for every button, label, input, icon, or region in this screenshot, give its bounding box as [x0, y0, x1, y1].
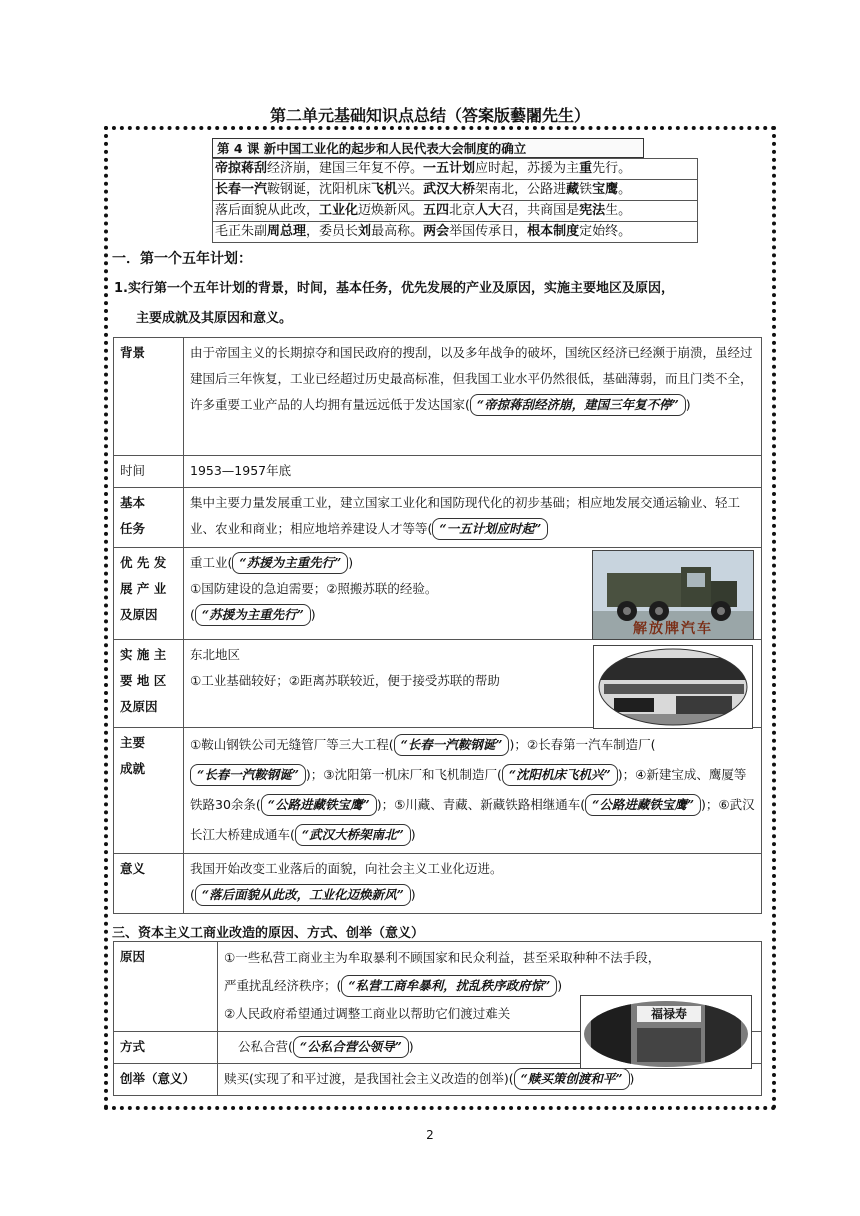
poem-segment: 铁	[579, 182, 593, 197]
row-label: 原因	[114, 942, 218, 1032]
lesson-summary	[212, 138, 698, 244]
mnemonic-tag: “苏援为主重先行”	[195, 604, 311, 626]
row-label: 基本 任务	[114, 488, 184, 548]
poem-segment: 经济崩，建国三年复不停。	[267, 161, 424, 176]
row-content: ①鞍山钢铁公司无缝管厂等三大工程( “长春一汽鞍钢诞” )；②长春第一汽车制造厂(“长春一汽鞍钢诞” )；③沈阳第一机床厂和飞机制造厂( “沈阳机床飞机兴” )；④新建宝成、鹰厦等铁路30余条( “公路进藏铁宝鹰” )；⑤川藏、青藏、新藏铁路相继通车( “公路进藏铁宝鹰” )；⑥武汉长江大桥建成通车( “武汉大桥架南北” )	[184, 728, 762, 854]
row-content: 东北地区 ①工业基础较好；②距离苏联较近，便于接受苏联的帮助	[184, 640, 762, 728]
poem-segment: 举国传承日，	[449, 224, 528, 239]
poem-segment: 定始终。	[579, 224, 632, 239]
section-title: 三、资本主义工商业改造的原因、方式、创举（意义）	[112, 926, 425, 941]
poem-segment: 宝鹰	[592, 182, 619, 197]
mnemonic-tag: “落后面貌从此改，工业化迈焕新风”	[195, 884, 411, 906]
poem-segment: 北京	[449, 203, 476, 218]
poem-segment: 帝掠蒋刮	[215, 161, 268, 176]
poem-segment: 刘	[358, 224, 372, 239]
poem-line	[212, 179, 698, 201]
poem-segment: 先行。	[592, 161, 632, 176]
poem-segment: 工业化	[319, 203, 359, 218]
mnemonic-tag: “公私合营公领导”	[293, 1036, 409, 1058]
poem-segment: 落后面貌从此改，	[215, 203, 320, 218]
lesson-title: 第 4 课 新中国工业化的起步和人民代表大会制度的确立	[212, 138, 644, 158]
mnemonic-tag: “一五计划应时起”	[432, 518, 548, 540]
row-label: 创举（意义）	[114, 1064, 218, 1096]
poem-segment: 重	[579, 161, 593, 176]
mnemonic-tag: “公路进藏铁宝鹰”	[261, 794, 377, 816]
question-line: 1.实行第一个五年计划的背景，时间，基本任务，优先发展的产业及原因，实施主要地区及原因，	[114, 281, 674, 296]
table-row	[114, 338, 762, 456]
row-label: 实 施 主 要 地 区 及原因	[114, 640, 184, 728]
poem-segment: 应时起，苏援为主	[475, 161, 580, 176]
table-row	[114, 456, 762, 488]
table-row	[114, 488, 762, 548]
row-content: 重工业( “苏援为主重先行” ) ①国防建设的急迫需要；②照搬苏联的经验。 ( “苏援为主重先行” )	[184, 548, 762, 640]
shop-sign-text: 福禄寿	[650, 1007, 687, 1021]
truck-photo	[592, 550, 754, 640]
mnemonic-tag: “武汉大桥架南北”	[295, 824, 411, 846]
poem-segment: 根本制度	[527, 224, 580, 239]
poem-segment: 两会	[423, 224, 450, 239]
poem-segment: 武汉大桥	[423, 182, 476, 197]
truck-caption: 解放牌汽车	[633, 621, 713, 637]
table-row	[114, 728, 762, 854]
poem-segment: 生。	[605, 203, 632, 218]
factory-icon	[594, 646, 752, 728]
mnemonic-tag: “帝掠蒋刮经济崩，建国三年复不停”	[470, 394, 686, 416]
question-text	[114, 274, 774, 334]
row-label: 时间	[114, 456, 184, 488]
poem-segment: 周总理	[267, 224, 307, 239]
poem-segment: ，委员长	[306, 224, 359, 239]
poem-segment: 。	[618, 182, 632, 197]
poem-segment: 鞍钢诞，沈阳机床	[267, 182, 372, 197]
page-title: 第二单元基础知识点总结（答案版藝闍先生）	[269, 106, 590, 125]
poem-segment: 迈焕新风。	[358, 203, 424, 218]
mnemonic-tag: “长春一汽鞍钢诞”	[190, 764, 306, 786]
mnemonic-tag: “苏援为主重先行”	[232, 552, 348, 574]
row-label: 主要 成就	[114, 728, 184, 854]
question-line: 主要成就及其原因和意义。	[136, 311, 293, 326]
poem-segment: 藏	[566, 182, 580, 197]
poem-segment: 五四	[423, 203, 450, 218]
poem-segment: 最高称。	[371, 224, 424, 239]
poem-segment: 毛正朱副	[215, 224, 268, 239]
poem-segment: 人大	[475, 203, 502, 218]
row-content: 集中主要力量发展重工业，建立国家工业化和国防现代化的初步基础；相应地发展交通运输业、轻工业、农业和商业；相应地培养建设人才等等( “一五计划应时起”	[184, 488, 762, 548]
shop-photo	[580, 995, 752, 1069]
mnemonic-tag: “私营工商牟暴利，扰乱秩序政府惊”	[341, 975, 557, 997]
poem-segment: 长春一汽	[215, 182, 268, 197]
row-label: 背景	[114, 338, 184, 456]
row-content: 我国开始改变工业落后的面貌，向社会主义工业化迈进。 ( “落后面貌从此改，工业化迈焕新风” )	[184, 854, 762, 914]
mnemonic-tag: “长春一汽鞍钢诞”	[394, 734, 510, 756]
poem-segment: 架南北，公路进	[475, 182, 567, 197]
factory-photo	[593, 645, 753, 729]
poem-segment: 兴。	[397, 182, 424, 197]
mnemonic-tag: “赎买策创渡和平”	[514, 1068, 630, 1090]
row-content: ①一些私营工商业主为牟取暴利不顾国家和民众利益，甚至采取种种不法手段， 严重扰乱经济秩序；( “私营工商牟暴利，扰乱秩序政府惊” ) ②人民政府希望通过调整工商业以帮助它们渡过难关	[218, 942, 762, 1032]
page-number: 2	[426, 1128, 434, 1142]
row-label: 意义	[114, 854, 184, 914]
row-content: 赎买(实现了和平过渡，是我国社会主义改造的创举)( “赎买策创渡和平” )	[218, 1064, 762, 1096]
poem-line	[212, 200, 698, 222]
row-content: 由于帝国主义的长期掠夺和国民政府的搜刮，以及多年战争的破坏，国统区经济已经濒于崩溃，虽经过建国后三年恢复，工业已经超过历史最高标准，但我国工业水平仍然很低，基础薄弱，而且门类不全，许多重要工业产品的人均拥有量远远低于发达国家( “帝掠蒋刮经济崩，建国三年复不停” )	[184, 338, 762, 456]
section-title: 一．第一个五年计划：	[112, 251, 252, 267]
row-content: 公私合营( “公私合营公领导” )	[218, 1032, 762, 1064]
poem-segment: 宪法	[579, 203, 606, 218]
row-content: 1953—1957年底	[184, 456, 762, 488]
poem-line	[212, 221, 698, 243]
poem-segment: 召，共商国是	[501, 203, 580, 218]
mnemonic-tag: “公路进藏铁宝鹰”	[585, 794, 701, 816]
row-label: 方式	[114, 1032, 218, 1064]
mnemonic-tag: “沈阳机床飞机兴”	[502, 764, 618, 786]
table-row	[114, 854, 762, 914]
row-label: 优 先 发 展 产 业 及原因	[114, 548, 184, 640]
poem-segment: 飞机	[371, 182, 398, 197]
poem-segment: 一五计划	[423, 161, 476, 176]
poem-line	[212, 158, 698, 180]
